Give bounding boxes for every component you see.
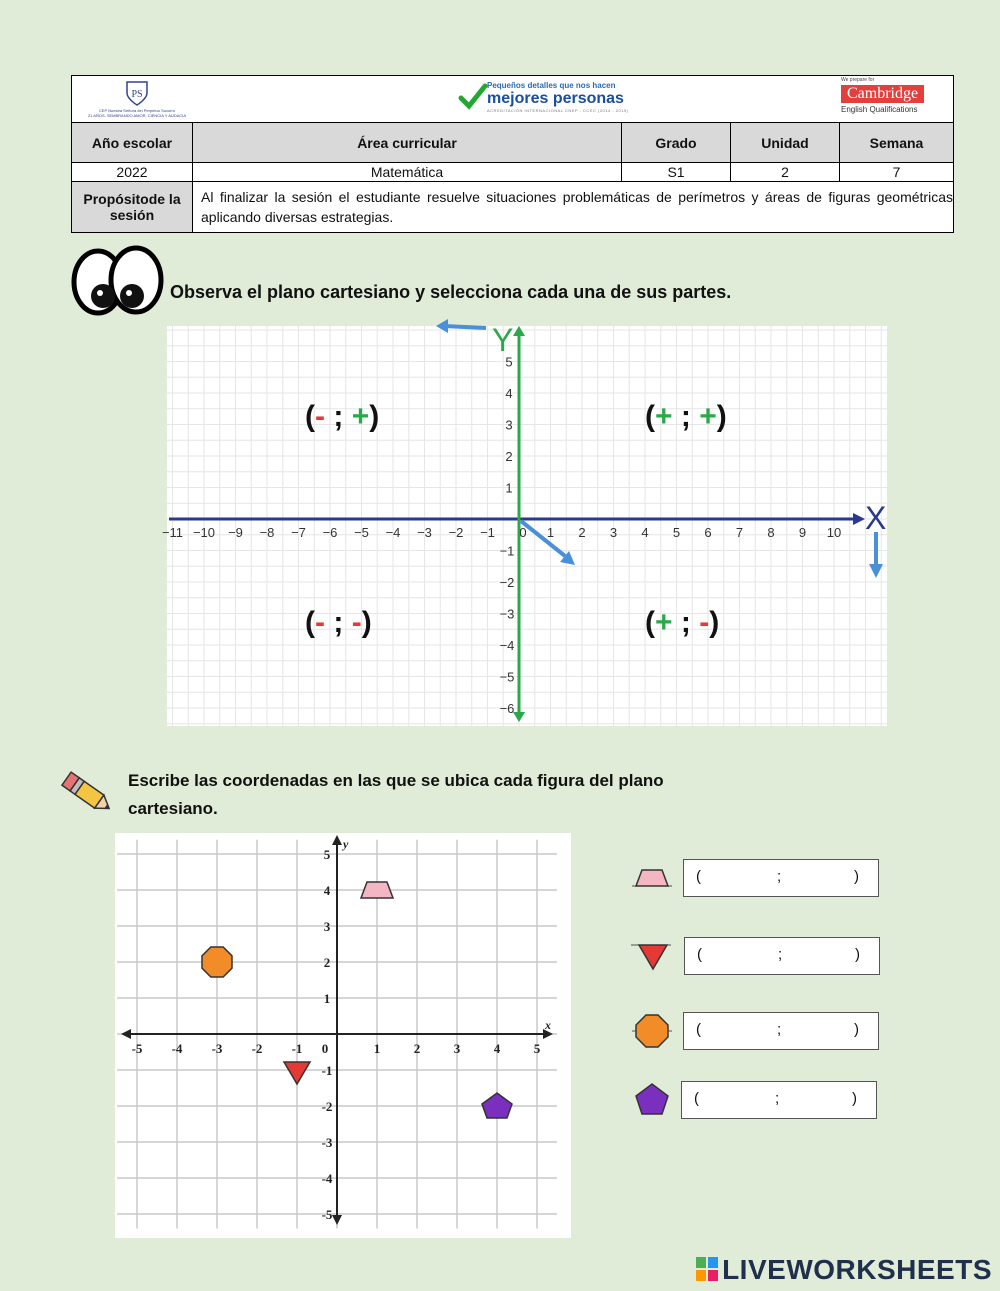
axis-y-label[interactable]: Y [492,322,514,358]
y-tick-label: −6 [499,701,515,716]
y-tick-label: 4 [505,386,513,401]
liveworksheets-icon [696,1257,718,1281]
arrow-down-icon[interactable] [867,532,885,578]
pentagon-shape [482,1093,512,1118]
x-tick-label: 3 [609,525,618,540]
y-axis-arrow-top [513,326,525,336]
x-tick-label: -5 [131,1041,143,1056]
quadrant-2-label[interactable]: (- ; +) [305,400,380,433]
checkmark-icon [459,84,487,110]
x-tick-label: −5 [354,525,369,540]
x-tick-label: 1 [546,525,555,540]
y-tick-label: 1 [505,480,513,496]
school-logo: PS CEP Nuestra Señora del Perpetuo Socorro 21 AÑOS, SEMBRANDO AMOR, CIENCIA Y AUDACIA [82,79,192,118]
value-unit: 2 [731,163,840,182]
x-tick-label: 10 [826,525,842,540]
arrow-left-icon[interactable] [436,318,488,336]
y-tick-label: 2 [505,449,513,464]
x-tick-label: −3 [417,525,432,540]
x-tick-label: 8 [767,525,775,540]
cartesian-plane [161,326,887,726]
y-tick-label: −5 [499,669,515,685]
x-tick-label: 2 [413,1041,421,1056]
coordinate-grid [115,833,571,1238]
axis-x-label[interactable]: X [865,500,887,536]
col-unit: Unidad [731,123,840,163]
trapezoid-icon [632,866,672,890]
answer-box-triangle[interactable]: ( ; ) [684,937,880,975]
y-tick-label: −2 [499,575,515,590]
value-area: Matemática [193,163,622,182]
x-tick-label: −11 [161,525,184,540]
x-axis-arrow-left [121,1029,131,1039]
x-axis-label: x [545,1018,551,1032]
value-grade: S1 [622,163,731,182]
x-tick-label: -2 [251,1041,263,1056]
y-axis-label: y [343,837,349,851]
x-tick-label: −4 [385,525,401,540]
y-tick-label: 3 [505,417,513,433]
purpose-text: Al finalizar la sesión el estudiante resuelve situaciones problemáticas de perímetros y áreas de figuras geométricas aplicando diversas estrategias. [193,182,954,233]
x-tick-label: −6 [322,525,338,540]
trapezoid-shape [361,882,393,898]
x-tick-label: 9 [798,525,807,540]
y-tick-label: 5 [505,354,513,370]
y-tick-label: −4 [499,638,515,653]
y-tick-label: −3 [499,606,515,622]
quadrant-3-label[interactable]: (- ; -) [305,606,372,639]
value-week: 7 [840,163,954,182]
y-tick-label: 2 [323,955,331,970]
y-tick-label: −1 [499,543,515,559]
triangle-shape [284,1062,310,1084]
y-axis-arrow-bottom [332,1215,342,1225]
x-tick-label: 6 [704,525,712,540]
x-tick-label: -1 [291,1041,303,1056]
x-axis-arrow [853,513,865,525]
instruction-write: Escribe las coordenadas en las que se ubica cada figura del plano cartesiano. [128,771,664,818]
x-tick-label: −8 [259,525,275,540]
col-area: Área curricular [193,123,622,163]
quadrant-4-label[interactable]: (+ ; -) [645,606,720,639]
x-tick-label: −10 [192,525,216,540]
x-tick-label: -4 [171,1041,183,1056]
y-tick-label: -1 [321,1063,333,1078]
triangle-icon [631,941,671,971]
x-tick-label: 0 [519,525,527,540]
eyes-icon [70,244,165,316]
pencil-icon [58,768,116,818]
x-tick-label: 4 [493,1041,501,1056]
y-tick-label: 4 [323,883,331,898]
pentagon-icon [632,1082,672,1116]
x-tick-label: −9 [228,525,243,540]
value-year: 2022 [72,163,193,182]
col-year: Año escolar [72,123,193,163]
cartesian-plane-svg [161,326,887,726]
octagon-shape [202,947,232,977]
col-week: Semana [840,123,954,163]
x-tick-label: 3 [453,1041,461,1056]
y-axis-arrow-bottom [513,712,525,722]
y-tick-label: 3 [323,919,331,934]
y-tick-label: 5 [323,847,331,862]
y-tick-label: 1 [323,991,331,1006]
liveworksheets-logo: LIVEWORKSHEETS [696,1254,992,1286]
x-tick-label: 1 [373,1041,381,1056]
x-tick-label: −7 [291,525,306,540]
x-tick-label: -3 [211,1041,223,1056]
y-tick-label: -4 [321,1171,333,1186]
x-tick-label: 5 [533,1041,541,1056]
answer-box-trapezoid[interactable]: ( ; ) [683,859,879,897]
x-tick-label: 2 [578,525,586,540]
header-table [71,75,954,233]
x-tick-label: 5 [672,525,681,540]
svg-text:PS: PS [131,89,143,100]
x-tick-label: 4 [641,525,649,540]
answer-box-octagon[interactable]: ( ; ) [683,1012,879,1050]
y-tick-label: -5 [321,1207,333,1222]
y-tick-label: -3 [321,1135,333,1150]
y-tick-label: -2 [321,1099,333,1114]
purpose-label: Propósitode la sesión [72,182,193,233]
y-axis-arrow [332,835,342,845]
x-tick-label: 0 [321,1041,329,1056]
x-tick-label: −1 [480,525,495,540]
shield-icon [122,79,152,107]
motto-logo: Pequeños detalles que nos hacen mejores personas ACREDITACIÓN INTERNACIONAL CNEP - CCEC (2014 - 2019) [459,81,629,113]
coordinate-grid-svg [115,833,571,1238]
quadrant-1-label[interactable]: (+ ; +) [645,400,727,433]
logo-banner [72,76,954,123]
x-tick-label: 7 [735,525,744,540]
answer-box-pentagon[interactable]: ( ; ) [681,1081,877,1119]
cambridge-logo: We prepare for Cambridge English Qualifications [841,77,945,114]
octagon-icon [632,1013,672,1049]
x-tick-label: −2 [448,525,464,540]
instruction-observe: Observa el plano cartesiano y selecciona cada una de sus partes. [170,282,732,302]
col-grade: Grado [622,123,731,163]
